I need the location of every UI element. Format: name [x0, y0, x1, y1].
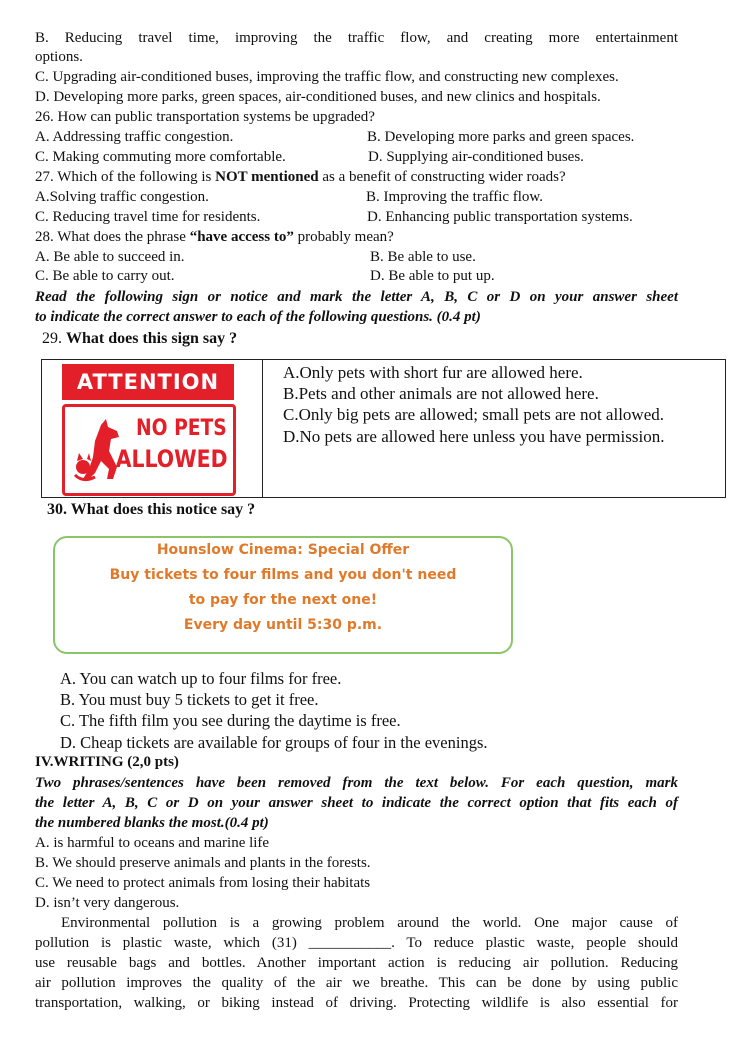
- notice-line-4: Every day until 5:30 p.m.: [183, 617, 383, 633]
- passage-line-4: air pollution improves the quality of the air we breathe. This can be done by using public: [35, 975, 678, 991]
- q29-option-b: B.Pets and other animals are not allowed here.: [283, 384, 599, 403]
- q25-option-b: B. Reducing travel time, improving the traffic flow, and creating more entertainment: [35, 30, 678, 46]
- writing-option-d: D. isn’t very dangerous.: [35, 895, 180, 911]
- notice-line-3: to pay for the next one!: [188, 592, 378, 608]
- q25-option-d: D. Developing more parks, green spaces, air-conditioned buses, and new clinics and hospitals.: [35, 89, 601, 105]
- q27-question-post: as a benefit of constructing wider roads?: [318, 169, 566, 185]
- writing-option-b: B. We should preserve animals and plants in the forests.: [35, 855, 371, 871]
- q28-option-d: D. Be able to put up.: [370, 268, 495, 284]
- q29-option-d: D.No pets are allowed here unless you have permission.: [283, 427, 665, 446]
- passage-line-3: use reusable bags and bottles. Another important action is reducing air pollution. Reducing: [35, 955, 678, 971]
- passage-line-1: Environmental pollution is a growing problem around the world. One major cause of: [61, 915, 678, 931]
- q26-question: 26. How can public transportation systems be upgraded?: [35, 109, 375, 125]
- no-pets-sign: [62, 364, 234, 494]
- q28-option-b: B. Be able to use.: [370, 249, 476, 265]
- writing-heading: IV.WRITING (2,0 pts): [35, 754, 179, 770]
- sign-body: [62, 404, 236, 496]
- q28-question-emphasis: “have access to”: [189, 229, 294, 245]
- q25-option-c: C. Upgrading air-conditioned buses, improving the traffic flow, and constructing new complexes.: [35, 69, 619, 85]
- q27-question-pre: 27. Which of the following is: [35, 169, 216, 185]
- q26-option-a: A. Addressing traffic congestion.: [35, 129, 234, 145]
- q30-title: 30. What does this notice say ?: [47, 501, 256, 518]
- q28-question-post: probably mean?: [293, 229, 394, 245]
- q30-option-a: A. You can watch up to four films for free.: [60, 669, 342, 688]
- writing-option-c: C. We need to protect animals from losing their habitats: [35, 875, 371, 891]
- q26-option-b: B. Developing more parks and green spaces.: [367, 129, 635, 145]
- writing-instruction-2: the letter A, B, C or D on your answer sheet to indicate the correct option that fits each of: [35, 795, 678, 811]
- q30-option-b: B. You must buy 5 tickets to get it free.: [60, 690, 319, 709]
- q30-option-d: D. Cheap tickets are available for groups of four in the evenings.: [60, 733, 488, 752]
- q27-option-b: B. Improving the traffic flow.: [366, 189, 544, 205]
- sign-header: ATTENTION: [62, 364, 234, 400]
- q29-heading: [42, 329, 685, 348]
- writing-instruction-1: Two phrases/sentences have been removed from the text below. For each question, mark: [35, 775, 678, 791]
- q29-option-a: A.Only pets with short fur are allowed here.: [283, 363, 583, 382]
- q27-option-a: A.Solving traffic congestion.: [35, 189, 209, 205]
- q26-option-c: C. Making commuting more comfortable.: [35, 149, 286, 165]
- sign-line-allowed: ALLOWED: [115, 445, 227, 473]
- q28-option-c: C. Be able to carry out.: [35, 268, 175, 284]
- q26-option-d: D. Supplying air-conditioned buses.: [368, 149, 584, 165]
- writing-option-a: A. is harmful to oceans and marine life: [35, 835, 270, 851]
- notice-line-1: Hounslow Cinema: Special Offer: [156, 542, 410, 558]
- q28-question-pre: 28. What does the phrase: [35, 229, 190, 245]
- passage-line-2: pollution is plastic waste, which (31) ___________. To reduce plastic waste, people should: [35, 935, 678, 951]
- q27-option-c: C. Reducing travel time for residents.: [35, 209, 261, 225]
- sign-section-instruction-2: to indicate the correct answer to each of the following questions. (0.4 pt): [35, 309, 481, 325]
- notice-line-2: Buy tickets to four films and you don't need: [109, 567, 457, 583]
- q30-option-c: C. The fifth film you see during the daytime is free.: [60, 711, 401, 730]
- writing-instruction-3: the numbered blanks the most.(0.4 pt): [35, 815, 269, 831]
- sign-line-no-pets: NO PETS: [136, 416, 227, 441]
- q29-table-divider: [262, 360, 263, 497]
- q29-option-c: C.Only big pets are allowed; small pets are not allowed.: [283, 405, 664, 424]
- passage-line-5: transportation, walking, or biking instead of driving. Protecting wildlife is also essential for: [35, 995, 678, 1011]
- sign-section-instruction-1: Read the following sign or notice and mark the letter A, B, C or D on your answer sheet: [35, 289, 678, 305]
- q25-option-b-cont: options.: [35, 49, 83, 65]
- q28-option-a: A. Be able to succeed in.: [35, 249, 185, 265]
- q29-title: What does this sign say ?: [66, 330, 238, 347]
- q29-number: 29.: [42, 330, 62, 347]
- q27-question-emphasis: NOT mentioned: [215, 169, 319, 185]
- cinema-notice: [53, 536, 513, 654]
- q27-question: [35, 168, 678, 187]
- q27-option-d: D. Enhancing public transportation systems.: [367, 209, 633, 225]
- q28-question: [35, 228, 678, 247]
